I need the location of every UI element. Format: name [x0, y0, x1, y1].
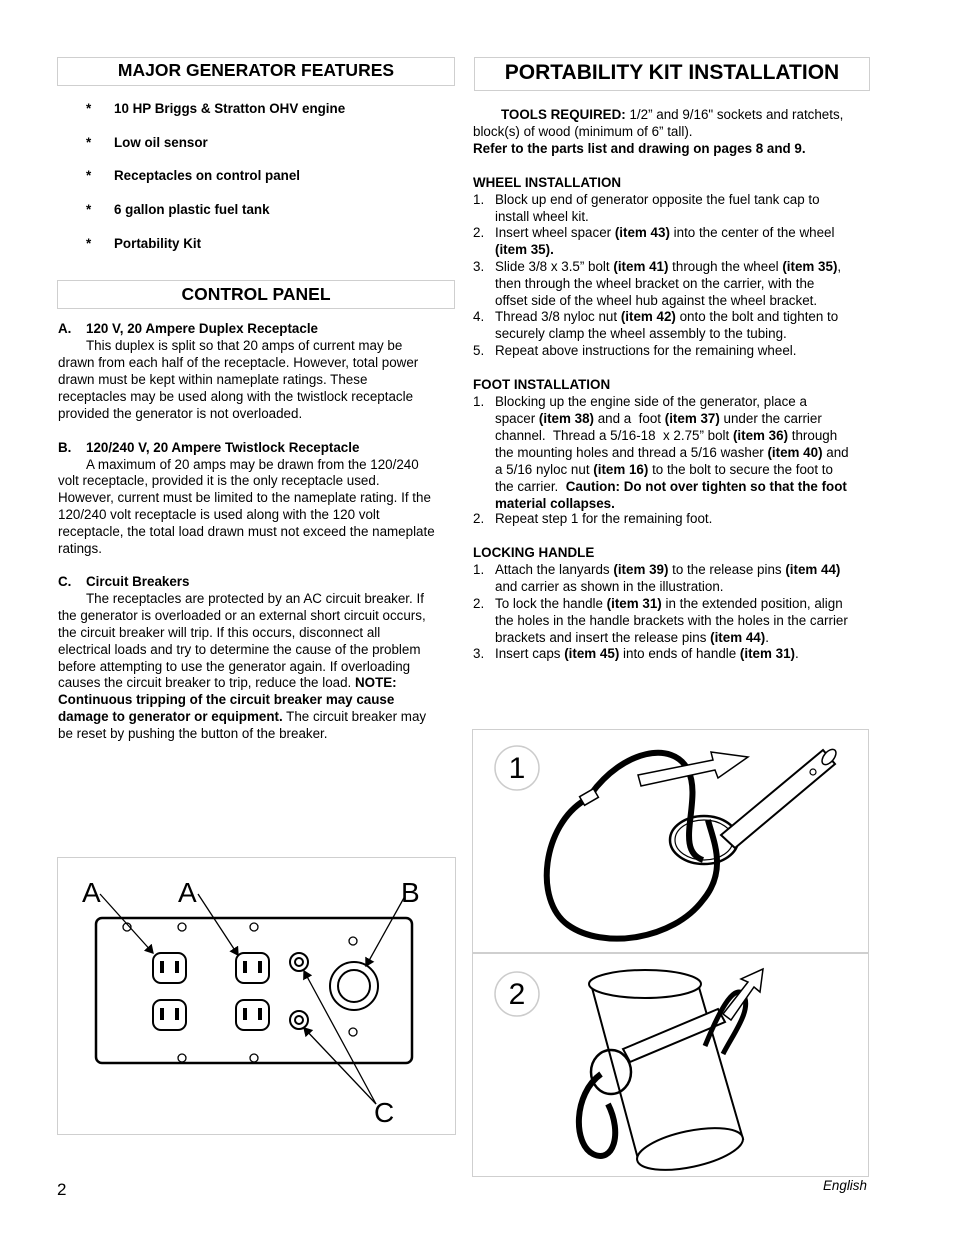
- section-c-line: the circuit breaker will trip. If this occurs, disconnect all: [58, 625, 381, 640]
- section-c-warning: Continuous tripping of the circuit breaker may cause: [58, 692, 395, 707]
- section-c-line: [58, 708, 426, 725]
- section-b-title: 120/240 V, 20 Ampere Twistlock Receptacle: [86, 440, 360, 455]
- section-c-line: [58, 674, 397, 691]
- lock-step: Insert caps (item 45) into ends of handle (item 31).: [495, 646, 799, 661]
- section-c-line: the generator is overloaded or an external short circuit occurs,: [58, 608, 426, 623]
- step-number: 5.: [473, 343, 485, 358]
- section-b-line: volt receptacle, provided it is the only receptacle used.: [58, 473, 380, 488]
- feature-item: 10 HP Briggs & Stratton OHV engine: [114, 101, 346, 116]
- panel-screws: [123, 923, 357, 1062]
- section-b-line: receptacle, the total load drawn must not exceed the nameplate: [58, 524, 435, 539]
- foot-step: Repeat step 1 for the remaining foot.: [495, 511, 713, 526]
- tools-line: [501, 106, 843, 123]
- section-b-line: A maximum of 20 amps may be drawn from the 120/240: [86, 457, 419, 472]
- lock-step: To lock the handle (item 31) in the extended position, align the holes in the handle brackets with the holes in the carrier brackets and insert the release pins (item 44).: [495, 596, 848, 645]
- section-a-line: receptacles may be used along with the twistlock receptacle: [58, 389, 414, 404]
- section-b-line: 120/240 volt receptacle is used along with the 120 volt: [58, 507, 380, 522]
- callout-a: A: [82, 877, 101, 908]
- step-number: 2.: [473, 596, 485, 611]
- tools-label: TOOLS REQUIRED:: [501, 107, 626, 122]
- wheel-step: Repeat above instructions for the remaining wheel.: [495, 343, 797, 358]
- section-a-line: This duplex is split so that 20 amps of current may be: [86, 338, 403, 353]
- receptacle-slots: [160, 961, 262, 1020]
- features-heading: MAJOR GENERATOR FEATURES: [117, 60, 395, 80]
- callout-a: A: [178, 877, 197, 908]
- crimp-sleeve: [580, 789, 599, 806]
- section-c-title: Circuit Breakers: [86, 574, 190, 589]
- feature-item: Receptacles on control panel: [114, 168, 301, 183]
- section-c-label: C.: [58, 574, 72, 589]
- tools-text: 1/2” and 9/16" sockets and ratchets,: [625, 107, 844, 122]
- feature-item: 6 gallon plastic fuel tank: [114, 202, 270, 217]
- lanyard-drawing-2: [473, 954, 868, 1176]
- control-heading: CONTROL PANEL: [181, 284, 331, 304]
- feature-item: Portability Kit: [114, 236, 202, 251]
- features-heading-box: [57, 57, 455, 86]
- note-label: NOTE:: [354, 675, 397, 690]
- step-number: 4.: [473, 309, 485, 324]
- language-label: English: [823, 1178, 867, 1193]
- bullet: *: [86, 101, 92, 116]
- bullet: *: [86, 236, 92, 251]
- page-number: 2: [57, 1180, 67, 1199]
- refer-note: Refer to the parts list and drawing on pages 8 and 9.: [473, 141, 806, 156]
- section-b-line: However, current must be limited to the nameplate rating. If the: [58, 490, 431, 505]
- step-number-2: 2: [508, 978, 526, 1011]
- step-number: 1.: [473, 562, 485, 577]
- wheel-step: Block up end of generator opposite the fuel tank cap to install wheel kit.: [495, 192, 820, 224]
- control-panel-drawing: [58, 858, 455, 1134]
- control-heading-box: [57, 280, 455, 309]
- step-number: 1.: [473, 192, 485, 207]
- section-a-label: A.: [58, 321, 72, 336]
- panel-plate: [96, 918, 412, 1063]
- step-number: 2.: [473, 511, 485, 526]
- section-a-line: drawn must be kept within nameplate ratings. These: [58, 372, 368, 387]
- section-c-text: The circuit breaker may: [282, 709, 427, 724]
- callout-c: C: [374, 1097, 395, 1128]
- lanyard-figure-1: [472, 729, 869, 953]
- step-number: 2.: [473, 225, 485, 240]
- wheel-step: Insert wheel spacer (item 43) into the center of the wheel (item 35).: [495, 225, 835, 257]
- wheel-step: Slide 3/8 x 3.5” bolt (item 41) through the wheel (item 35), then through the wheel bracket on the carrier, with the offset side of the wheel hub against the wheel bracket.: [495, 259, 842, 308]
- lock-step: Attach the lanyards (item 39) to the release pins (item 44) and carrier as shown in the illustration.: [495, 562, 841, 594]
- circuit-breaker: [290, 953, 308, 1029]
- section-b-label: B.: [58, 440, 72, 455]
- control-panel-figure: [57, 857, 456, 1135]
- bullet: *: [86, 168, 92, 183]
- section-c-warning: damage to generator or equipment.: [58, 709, 283, 724]
- section-c-line: be reset by pushing the button of the breaker.: [58, 726, 328, 741]
- feature-item: Low oil sensor: [114, 135, 208, 150]
- step-number: 3.: [473, 259, 485, 274]
- foot-heading: FOOT INSTALLATION: [473, 377, 611, 392]
- lanyard-figure-2: [472, 953, 869, 1177]
- section-a-title: 120 V, 20 Ampere Duplex Receptacle: [86, 321, 318, 336]
- foot-step: Blocking up the engine side of the generator, place a spacer (item 38) and a foot (item 37) under the carrier channel. Thread a 5/16-18 x 2.75” bolt (item 36) through the mounting holes and thread a 5/16 washer (item 40) and a 5/16 nyloc nut (item 16) to the bolt to secure the foot to the carrier. Caution: Do not over tighten so that the foot material collapses.: [495, 394, 849, 511]
- step-number-1: 1: [508, 752, 526, 785]
- portability-heading: PORTABILITY KIT INSTALLATION: [504, 61, 840, 84]
- section-a-line: drawn from each half of the receptacle. However, total power: [58, 355, 419, 370]
- step-number: 3.: [473, 646, 485, 661]
- section-b-line: ratings.: [58, 541, 102, 556]
- bullet: *: [86, 202, 92, 217]
- section-c-line: before attempting to use the generator again. If overloading: [58, 659, 411, 674]
- step-number: 1.: [473, 394, 485, 409]
- lock-heading: LOCKING HANDLE: [473, 545, 595, 560]
- duplex-receptacle: [153, 953, 269, 1030]
- wheel-step: Thread 3/8 nyloc nut (item 42) onto the bolt and tighten to securely clamp the wheel assembly to the tubing.: [495, 309, 839, 341]
- twistlock-receptacle: [330, 962, 378, 1010]
- callout-b: B: [401, 877, 420, 908]
- section-a-line: provided the generator is not overloaded.: [58, 406, 303, 421]
- tools-line-2: block(s) of wood (minimum of 6” tall).: [473, 124, 693, 139]
- wheel-heading: WHEEL INSTALLATION: [473, 175, 622, 190]
- section-c-text: causes the circuit breaker to trip, reduce the load.: [58, 675, 355, 690]
- portability-heading-box: [474, 57, 870, 91]
- section-c-line: electrical loads and try to determine the cause of the problem: [58, 642, 421, 657]
- lanyard-drawing-1: [473, 730, 868, 952]
- section-c-line: The receptacles are protected by an AC circuit breaker. If: [86, 591, 424, 606]
- bullet: *: [86, 135, 92, 150]
